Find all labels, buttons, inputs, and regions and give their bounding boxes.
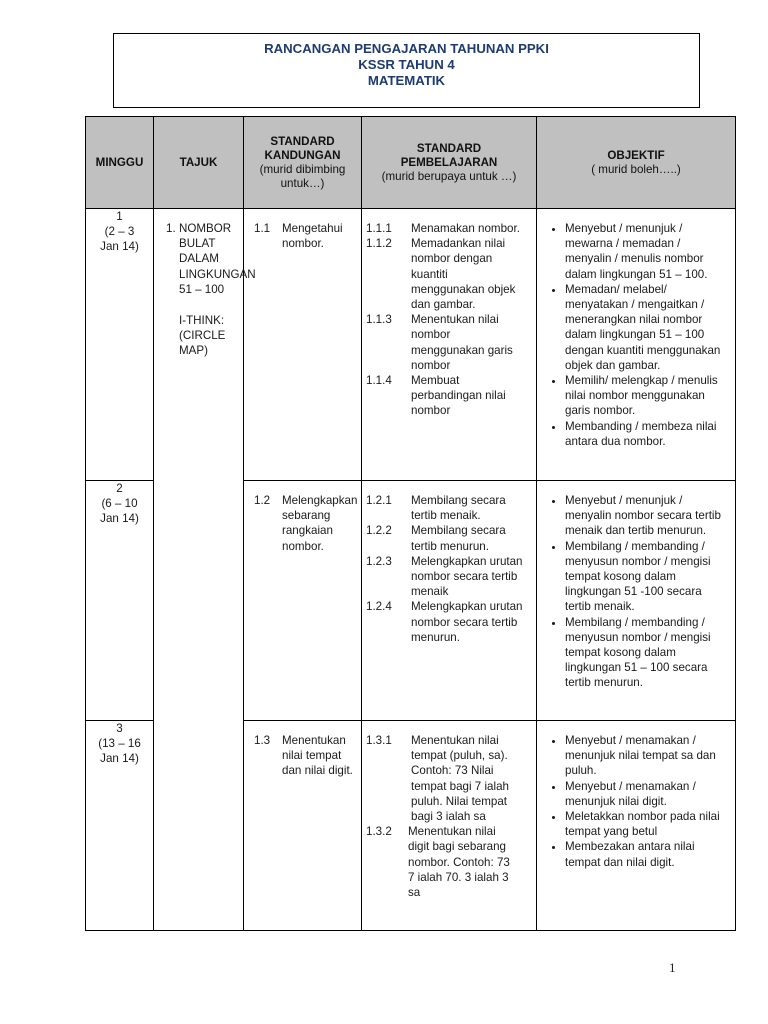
header-sk-line2: KANDUNGAN <box>264 148 341 162</box>
sp-number: 1.2.4 <box>366 600 392 614</box>
week-number: 3 <box>116 722 123 735</box>
sp-text: Melengkapkan urutan nombor secara tertib menurun. <box>411 600 523 644</box>
week-dates-end: Jan 14) <box>100 240 139 254</box>
sp-number: 1.3.1 <box>366 734 392 747</box>
sp-item <box>366 599 532 645</box>
sp-number: 1.3.2 <box>366 825 392 839</box>
sk-number: 1.2 <box>254 494 271 507</box>
sk-text: Menentukan nilai tempat dan nilai digit. <box>282 734 353 778</box>
week-dates-start: (2 – 3 <box>104 225 135 239</box>
sp-text: Membilang secara tertib menurun. <box>411 524 506 553</box>
sp-item <box>366 236 532 312</box>
header-sp-sub: (murid berupaya untuk …) <box>381 169 517 183</box>
header-tajuk: TAJUK <box>154 117 244 209</box>
sp-text: Melengkapkan urutan nombor secara tertib menaik <box>411 554 523 599</box>
header-obj-sub: ( murid boleh…..) <box>591 162 681 176</box>
objective-item: • Meletakkan nombor pada nilai tempat yang betul <box>565 809 729 839</box>
objective-item: • Menyebut / menamakan / menunjuk nilai digit. <box>565 779 729 809</box>
table-row <box>86 209 736 481</box>
title-line-1: RANCANGAN PENGAJARAN TAHUNAN PPKI <box>264 41 549 56</box>
title-line-3: MATEMATIK <box>367 73 446 88</box>
objective-item: • Memadan/ melabel/ menyatakan / mengaitkan / menerangkan nilai nombor dalam lingkungan 51 – 100 dengan kuantiti menggunakan objek dan gambar. <box>565 282 729 373</box>
page-number: 1 <box>669 960 676 975</box>
objective-item: • Memilih/ melengkap / menulis nilai nombor menggunakan garis nombor. <box>565 373 729 419</box>
sp-item <box>366 221 532 236</box>
objective-item: • Menyebut / menunjuk / mewarna / memadan / menyalin / menulis nombor dalam lingkungan 51 – 100. <box>565 221 729 282</box>
header-sk-sub: (murid dibimbing untuk…) <box>259 162 346 190</box>
sp-number: 1.2.1 <box>366 494 392 507</box>
sp-text: Menamakan nombor. <box>411 222 520 235</box>
lesson-plan-table <box>85 116 736 931</box>
objektif-cell <box>537 209 736 481</box>
sp-cell <box>362 209 537 481</box>
sp-text: Menentukan nilai digit bagi sebarang nombor. Contoh: 73 7 ialah 70. 3 ialah 3 sa <box>408 825 510 900</box>
header-sk-line1: STANDARD <box>270 134 335 148</box>
sp-item <box>366 733 532 824</box>
header-standard-kandungan <box>244 117 362 209</box>
objective-item: • Menyebut / menunjuk / menyalin nombor secara tertib menaik dan tertib menurun. <box>565 493 729 539</box>
week-cell <box>86 209 154 481</box>
sp-item <box>366 523 532 553</box>
objektif-cell <box>537 481 736 721</box>
sp-text: Membilang secara tertib menaik. <box>411 494 506 523</box>
objective-item: • Membilang / membanding / menyusun nombor / mengisi tempat kosong dalam lingkungan 51 -100 secara tertib menaik. <box>565 539 729 615</box>
document-title-box <box>113 33 700 108</box>
sp-text: Membuat perbandingan nilai nombor <box>411 374 506 418</box>
objektif-cell <box>537 721 736 931</box>
week-cell <box>86 481 154 721</box>
sp-number: 1.1.1 <box>366 222 392 235</box>
sp-number: 1.2.2 <box>366 524 392 538</box>
sp-number: 1.1.3 <box>366 313 392 327</box>
table-header-row <box>86 117 736 209</box>
week-dates-start: (6 – 10 <box>101 497 138 511</box>
week-dates-start: (13 – 16 <box>98 737 141 751</box>
title-line-2: KSSR TAHUN 4 <box>358 57 455 72</box>
sk-text: Melengkapkan sebarang rangkaian nombor. <box>282 494 358 553</box>
sp-number: 1.1.4 <box>366 374 392 388</box>
week-dates-end: Jan 14) <box>100 512 139 526</box>
tajuk-cell <box>154 209 256 931</box>
sk-cell <box>244 721 362 931</box>
sp-item <box>366 824 532 900</box>
header-obj-title: OBJEKTIF <box>607 148 665 162</box>
objective-item: • Membilang / membanding / menyusun nombor / mengisi tempat kosong dalam lingkungan 51 – 100 secara tertib menurun. <box>565 615 729 691</box>
sp-text: Menentukan nilai nombor menggunakan garis nombor <box>411 313 513 372</box>
header-objektif <box>537 117 736 209</box>
sp-number: 1.2.3 <box>366 554 392 568</box>
sp-text: Memadankan nilai nombor dengan kuantiti menggunakan objek dan gambar. <box>411 237 516 312</box>
ithink-note: I-THINK: (CIRCLE MAP) <box>179 314 226 358</box>
sk-text: Mengetahui nombor. <box>282 222 343 251</box>
week-cell <box>86 721 154 931</box>
tajuk-text: NOMBOR BULAT DALAM LINGKUNGAN 51 – 100 <box>179 222 256 296</box>
week-dates-end: Jan 14) <box>100 752 139 766</box>
sk-cell <box>244 209 362 481</box>
sp-number: 1.1.2 <box>366 237 392 251</box>
sp-item <box>366 373 532 419</box>
objective-item: • Menyebut / menamakan / menunjuk nilai tempat sa dan puluh. <box>565 733 729 779</box>
objective-item: • Membanding / membeza nilai antara dua nombor. <box>565 419 729 449</box>
sk-cell <box>244 481 362 721</box>
sp-item <box>366 493 532 523</box>
sk-number: 1.1 <box>254 222 271 235</box>
sp-item <box>366 312 532 373</box>
sp-cell <box>362 481 537 721</box>
header-sp-line1: STANDARD <box>416 141 482 155</box>
objective-item: • Membezakan antara nilai tempat dan nilai digit. <box>565 839 729 869</box>
sp-text: Menentukan nilai tempat (puluh, sa). Contoh: 73 Nilai tempat bagi 7 ialah puluh. Nilai tempat bagi 3 ialah sa <box>411 734 509 824</box>
week-number: 2 <box>116 482 123 495</box>
week-number: 1 <box>116 210 123 223</box>
header-minggu: MINGGU <box>86 117 154 209</box>
sk-number: 1.3 <box>254 734 271 747</box>
sp-item <box>366 554 532 600</box>
header-sp-line2: PEMBELAJARAN <box>400 155 498 169</box>
tajuk-number: 1. <box>166 222 176 235</box>
header-standard-pembelajaran <box>362 117 537 209</box>
sp-cell <box>362 721 537 931</box>
